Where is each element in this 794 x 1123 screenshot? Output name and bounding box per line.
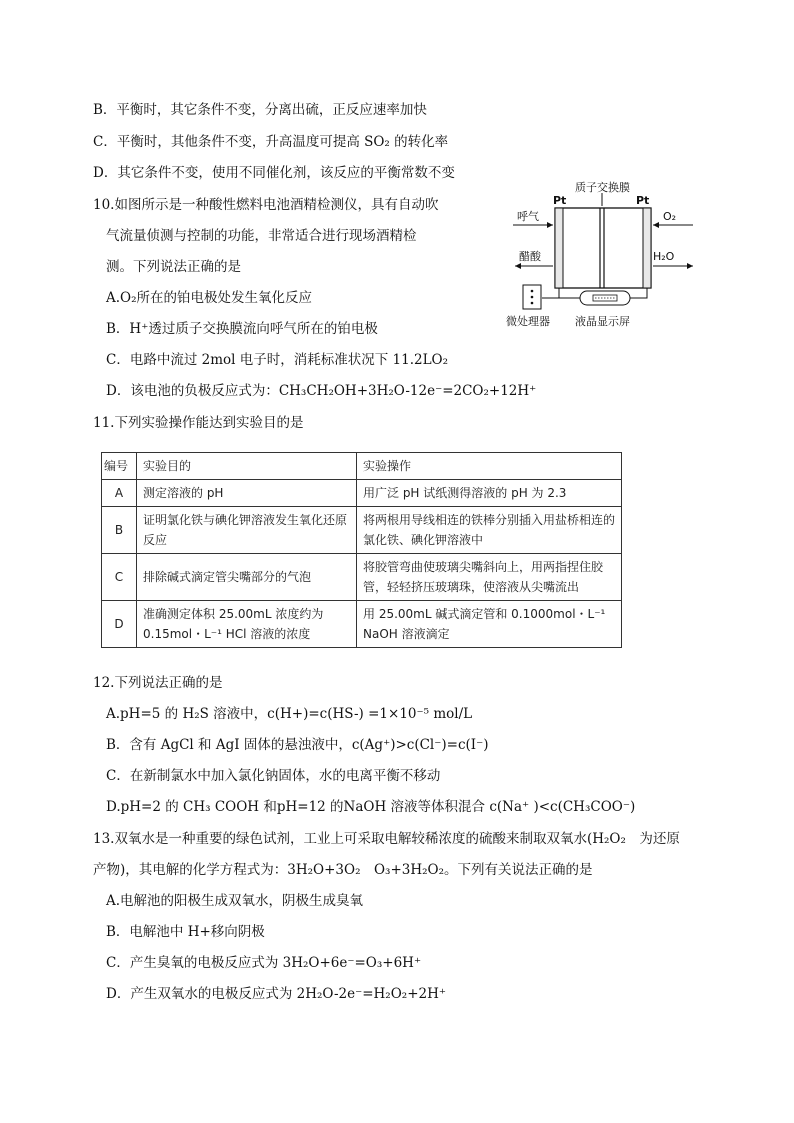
row-d-purpose: 准确测定体积 25.00mL 浓度约为 0.15mol・L⁻¹ HCl 溶液的浓度 [137, 601, 357, 648]
q11-table [101, 452, 622, 648]
q13-option-c: C．产生臭氧的电极反应式为 3H₂O+6e⁻=O₃+6H⁺ [106, 955, 422, 971]
lcd-label: 液晶显示屏 [575, 315, 630, 328]
q10-option-d: D．该电池的负极反应式为：CH₃CH₂OH+3H₂O-12e⁻=2CO₂+12H⁺ [106, 383, 537, 399]
q9-option-c: C．平衡时，其他条件不变，升高温度可提高 SO₂ 的转化率 [93, 134, 449, 150]
acid-label: 醋酸 [519, 250, 541, 263]
row-c-operation: 将胶管弯曲使玻璃尖嘴斜向上，用两指捏住胶管，轻轻挤压玻璃珠，使溶液从尖嘴流出 [357, 554, 622, 601]
pt-left-electrode [555, 208, 563, 288]
header-operation: 实验操作 [357, 453, 622, 480]
q13-option-b: B．电解池中 H+移向阴极 [106, 924, 265, 940]
pt-left-label: Pt [553, 194, 567, 207]
wire-left [542, 288, 559, 298]
q10-stem-line-3: 测。下列说法正确的是 [106, 259, 241, 275]
q10-stem-line-1: 10.如图所示是一种酸性燃料电池酒精检测仪，具有自动吹 [93, 197, 439, 213]
breath-label: 呼气 [517, 210, 539, 223]
q10-stem-line-2: 气流量侦测与控制的功能，非常适合进行现场酒精检 [106, 228, 417, 244]
row-a-id: A [102, 480, 137, 507]
table-header-row [102, 453, 622, 480]
q12-stem: 12.下列说法正确的是 [93, 675, 223, 691]
row-a-operation: 用广泛 pH 试纸测得溶液的 pH 为 2.3 [357, 480, 622, 507]
q10-option-c: C．电路中流过 2mol 电子时，消耗标准状况下 11.2LO₂ [106, 352, 449, 368]
q13-option-d: D．产生双氧水的电极反应式为 2H₂O-2e⁻=H₂O₂+2H⁺ [106, 986, 446, 1002]
q13-stem-line-1: 13.双氧水是一种重要的绿色试剂，工业上可采取电解较稀浓度的硫酸来制取双氧水(H₂O₂ 为还原 [93, 831, 680, 847]
q9-option-b: B．平衡时，其它条件不变，分离出硫，正反应速率加快 [93, 102, 427, 118]
row-b-purpose: 证明氯化铁与碘化钾溶液发生氧化还原反应 [137, 507, 357, 554]
q10-option-a: A.O₂所在的铂电极处发生氧化反应 [106, 290, 313, 306]
membrane-label: 质子交换膜 [575, 181, 630, 194]
h2o-label: H₂O [653, 250, 675, 263]
q12-option-c: C．在新制氯水中加入氯化钠固体，水的电离平衡不移动 [106, 768, 441, 784]
processor-label: 微处理器 [506, 315, 550, 328]
table-row [102, 507, 622, 554]
fuel-cell-diagram [505, 180, 705, 330]
table-row [102, 601, 622, 648]
acid-arrowhead [515, 263, 521, 269]
row-c-purpose: 排除碱式滴定管尖嘴部分的气泡 [137, 554, 357, 601]
table-row [102, 480, 622, 507]
o2-label: O₂ [663, 210, 677, 223]
o2-arrowhead [653, 222, 659, 228]
q11-stem: 11.下列实验操作能达到实验目的是 [93, 415, 304, 431]
q13-stem-line-2: 产物)，其电解的化学方程式为：3H₂O+3O₂ O₃+3H₂O₂。下列有关说法正确的是 [93, 862, 593, 878]
q12-option-b: B．含有 AgCl 和 AgI 固体的悬浊液中，c(Ag⁺)>c(Cl⁻)=c(I⁻) [106, 737, 489, 753]
row-a-purpose: 测定溶液的 pH [137, 480, 357, 507]
cell-body [555, 208, 651, 288]
row-b-operation: 将两根用导线相连的铁棒分别插入用盐桥相连的氯化铁、碘化钾溶液中 [357, 507, 622, 554]
row-c-id: C [102, 554, 137, 601]
q9-option-d: D．其它条件不变，使用不同催化剂，该反应的平衡常数不变 [93, 165, 455, 181]
q12-option-a: A.pH=5 的 H₂S 溶液中，c(H+)=c(HS-) =1×10⁻⁵ mol/L [106, 706, 473, 722]
breath-arrowhead [547, 222, 553, 228]
table-row [102, 554, 622, 601]
row-b-id: B [102, 507, 137, 554]
q10-option-b: B．H⁺透过质子交换膜流向呼气所在的铂电极 [106, 321, 378, 337]
row-d-operation: 用 25.00mL 碱式滴定管和 0.1000mol・L⁻¹ NaOH 溶液滴定 [357, 601, 622, 648]
pt-right-label: Pt [636, 194, 650, 207]
header-id: 编号 [102, 453, 137, 480]
h2o-arrowhead [687, 263, 693, 269]
wire-right [630, 288, 647, 298]
q13-option-a: A.电解池的阳极生成双氧水，阴极生成臭氧 [106, 893, 364, 909]
q12-option-d: D.pH=2 的 CH₃ COOH 和pH=12 的NaOH 溶液等体积混合 c(Na⁺ )<c(CH₃COO⁻) [106, 799, 636, 815]
header-purpose: 实验目的 [137, 453, 357, 480]
pt-right-electrode [643, 208, 651, 288]
row-d-id: D [102, 601, 137, 648]
